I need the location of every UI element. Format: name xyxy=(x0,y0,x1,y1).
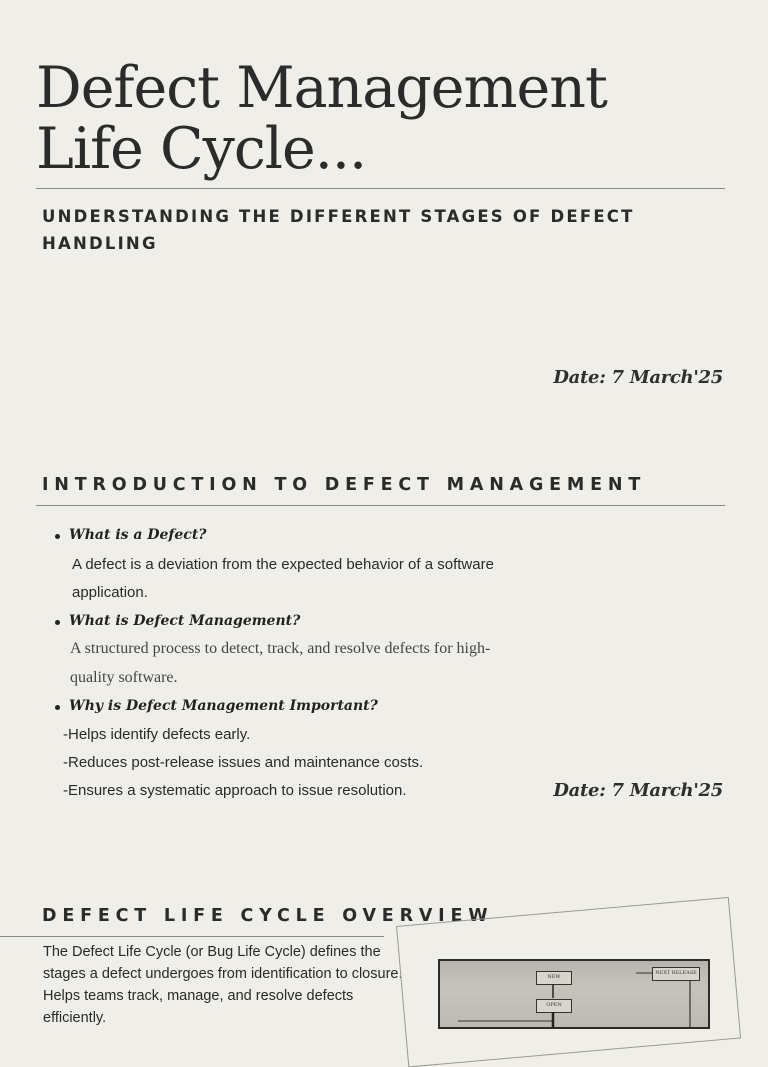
question-what-is-defect: What is a Defect? xyxy=(69,527,207,543)
bullet-dot xyxy=(55,620,60,625)
title-divider xyxy=(36,188,725,189)
question-why-important: Why is Defect Management Important? xyxy=(69,698,378,714)
answer-line: application. xyxy=(72,584,148,601)
diagram-node-new: NEW xyxy=(536,971,572,985)
question-what-is-defect-management: What is Defect Management? xyxy=(69,613,301,629)
diagram-connectors xyxy=(440,961,708,1027)
subtitle: UNDERSTANDING THE DIFFERENT STAGES OF DEFECT HANDLING xyxy=(42,207,635,253)
intro-divider xyxy=(36,505,725,506)
answer-line: A defect is a deviation from the expected behavior of a software xyxy=(72,556,494,573)
diagram-node-open: OPEN xyxy=(536,999,572,1013)
answer-line: -Helps identify defects early. xyxy=(63,726,251,743)
intro-date: Date: 7 March'25 xyxy=(553,780,723,801)
intro-heading: INTRODUCTION TO DEFECT MANAGEMENT xyxy=(42,475,647,495)
answer-line: quality software. xyxy=(70,669,178,686)
diagram-node-next-release: NEXT RELEASE xyxy=(652,967,700,981)
overview-heading: DEFECT LIFE CYCLE OVERVIEW xyxy=(42,906,494,926)
overview-divider xyxy=(0,936,384,937)
title-line-2: Life Cycle... xyxy=(36,116,367,182)
answer-line: -Ensures a systematic approach to issue resolution. xyxy=(63,782,407,799)
lifecycle-diagram-photo xyxy=(396,926,736,1046)
bullet-dot xyxy=(55,705,60,710)
header-date: Date: 7 March'25 xyxy=(553,367,723,388)
answer-line: A structured process to detect, track, and resolve defects for high- xyxy=(70,640,491,657)
diagram-image xyxy=(438,959,710,1029)
answer-line: -Reduces post-release issues and maintenance costs. xyxy=(63,754,424,771)
page-title xyxy=(36,55,726,182)
title-line-1: Defect Management xyxy=(36,55,607,121)
bullet-dot xyxy=(55,534,60,539)
overview-text: The Defect Life Cycle (or Bug Life Cycle) defines the stages a defect undergoes from identification to closure. Helps teams track, manage, and resolve defects efficiently. xyxy=(43,944,403,1026)
